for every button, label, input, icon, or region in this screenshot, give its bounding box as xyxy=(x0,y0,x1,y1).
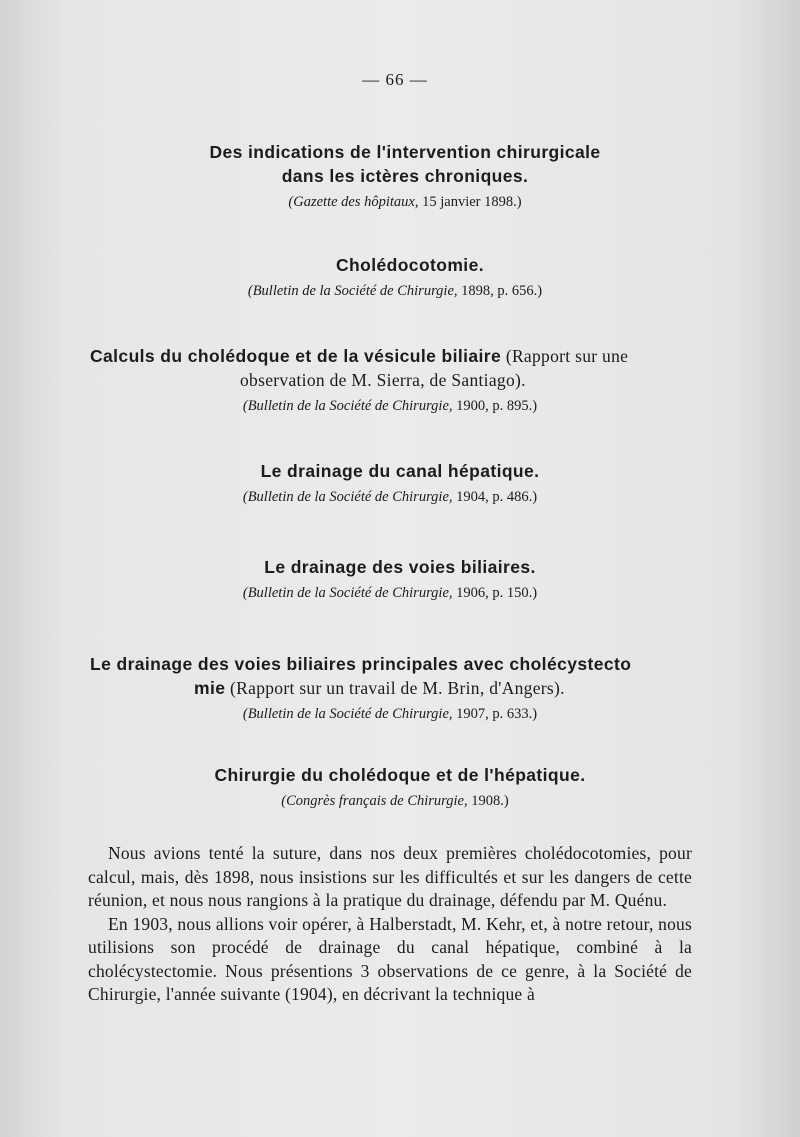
bibliography-entry xyxy=(0,652,800,723)
entry-title: Des indications de l'intervention chirurgicale dans les ictères chroniques. xyxy=(209,142,601,186)
entry-source: (Bulletin de la Société de Chirurgie, 1907, p. 633.) xyxy=(242,706,538,722)
entry-source: (Bulletin de la Société de Chirurgie, 1900, p. 895.) xyxy=(242,398,538,414)
paragraph: Nous avions tenté la suture, dans nos deux premières cholédocotomies, pour calcul, mais, dès 1898, nous insistions sur les difficultés et sur les dangers de cette réunion, et nous nous rangions à la pratique du drainage, défendu par M. Quénu. xyxy=(88,843,692,910)
bibliography-entry xyxy=(0,253,800,300)
bibliography-entry xyxy=(0,344,800,415)
entry-title: Le drainage des voies biliaires. xyxy=(264,557,536,577)
entry-title: Calculs du cholédoque et de la vésicule biliaire (Rapport sur une observation de M. Sierra, de Santiago). xyxy=(90,346,629,390)
entry-source: (Bulletin de la Société de Chirurgie, 1898, p. 656.) xyxy=(247,283,543,299)
bibliography-entry xyxy=(0,555,800,602)
page-number: — 66 — xyxy=(362,70,428,89)
entry-source: (Congrès français de Chirurgie, 1908.) xyxy=(281,793,509,809)
bibliography-entry xyxy=(0,763,800,810)
entry-source: (Bulletin de la Société de Chirurgie, 1906, p. 150.) xyxy=(242,585,538,601)
entry-title: Le drainage du canal hépatique. xyxy=(260,461,540,481)
body-text xyxy=(88,842,692,1007)
bibliography-entry xyxy=(0,140,800,211)
bibliography-entry xyxy=(0,459,800,506)
entry-title: Le drainage des voies biliaires principales avec cholécystecto mie (Rapport sur un travail de M. Brin, d'Angers). xyxy=(90,654,632,698)
entry-title: Chirurgie du cholédoque et de l'hépatique. xyxy=(214,765,586,785)
entry-source: (Gazette des hôpitaux, 15 janvier 1898.) xyxy=(288,194,522,210)
entry-title: Cholédocotomie. xyxy=(336,255,484,275)
entry-source: (Bulletin de la Société de Chirurgie, 1904, p. 486.) xyxy=(242,489,538,505)
paragraph: En 1903, nous allions voir opérer, à Halberstadt, M. Kehr, et, à notre retour, nous utilisions son procédé de drainage du canal hépatique, combiné à la cholécystectomie. Nous présentions 3 observations de ce genre, à la Société de Chirurgie, l'année suivante (1904), en décrivant la technique à xyxy=(88,913,692,1004)
